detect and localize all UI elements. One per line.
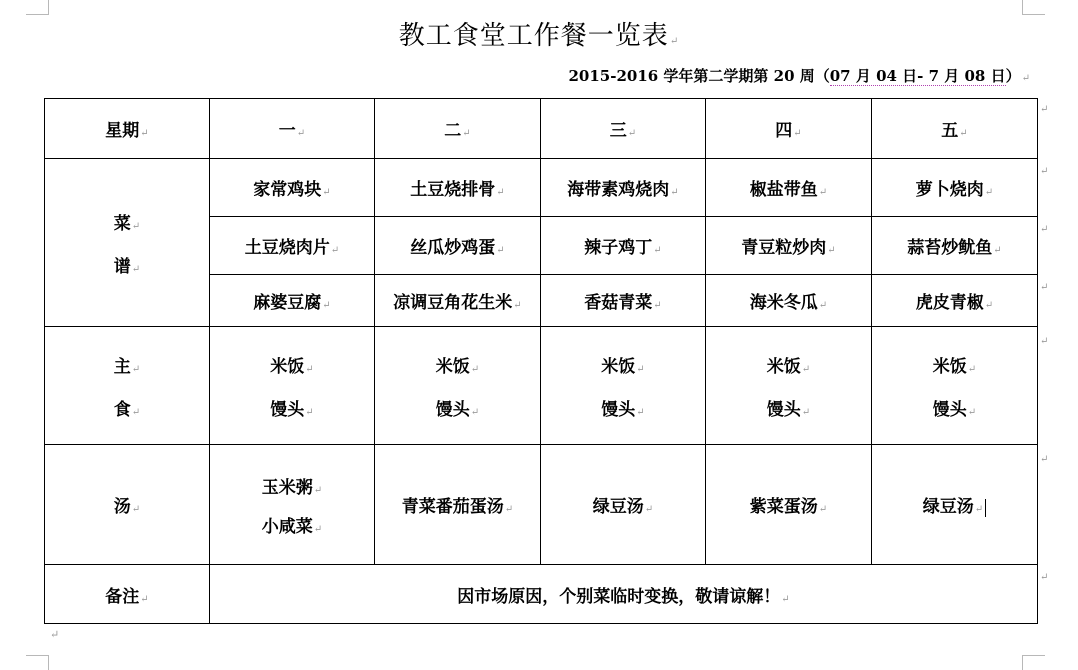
label-line (114, 209, 140, 234)
staple-cell[interactable] (706, 327, 872, 445)
paragraph-mark-icon: ↵ (653, 245, 662, 256)
note-row (45, 565, 1038, 624)
paragraph-mark-icon: ↵ (636, 406, 645, 418)
cell-text: 家常鸡块 (253, 180, 322, 200)
cell-line (923, 492, 986, 517)
paragraph-mark-icon: ↵ (131, 220, 141, 232)
soup-cell[interactable] (872, 445, 1038, 565)
cell-line (444, 116, 470, 141)
cell-text: 米饭 (601, 356, 636, 377)
dish-cell-lines (541, 288, 705, 313)
paragraph-mark-icon: ↵ (818, 504, 828, 515)
cell-line (114, 492, 140, 517)
cell-line (933, 395, 976, 420)
paragraph-mark-icon: ↵ (801, 406, 811, 418)
dish-cell[interactable] (210, 159, 375, 217)
paragraph-mark-icon: ↵ (781, 593, 790, 605)
cell-text: 五 (941, 121, 959, 141)
cell-text: 四 (775, 121, 793, 141)
cell-line (410, 233, 504, 258)
paragraph-mark-icon: ↵ (470, 406, 480, 418)
label-line (114, 352, 140, 377)
dish-cell-lines (375, 175, 540, 200)
cell-line (750, 492, 827, 517)
soup-cell-lines (541, 492, 705, 517)
soup-cell[interactable] (210, 445, 375, 565)
row-end-mark-icon: ↵ (1040, 454, 1049, 465)
dish-cell-lines (872, 233, 1037, 258)
soup-cell[interactable] (375, 445, 541, 565)
dish-cell-lines (375, 288, 540, 313)
text-cursor (985, 499, 986, 517)
dish-cell-lines (872, 175, 1037, 200)
header-label-cell-lines (45, 116, 209, 141)
cell-line (567, 175, 678, 200)
paragraph-mark-icon: ↵ (636, 363, 645, 375)
dish-cell-lines (210, 288, 374, 313)
dishes-label-cell[interactable] (45, 159, 210, 327)
header-day-cell[interactable] (375, 99, 541, 159)
dish-cell[interactable] (872, 275, 1038, 327)
cell-text: 菜 (113, 213, 131, 234)
dish-cell[interactable] (541, 159, 706, 217)
paragraph-mark-icon: ↵ (305, 363, 314, 375)
soup-row (45, 445, 1038, 565)
soup-cell-lines (706, 492, 871, 517)
cell-text: 土豆烧排骨 (410, 180, 496, 200)
soup-cell[interactable] (706, 445, 872, 565)
note-label-cell[interactable] (45, 565, 210, 624)
cell-text: 谱 (113, 256, 131, 277)
cell-text: 米饭 (435, 356, 470, 377)
cell-text: 玉米粥 (261, 477, 313, 498)
cell-text: 米饭 (932, 356, 967, 377)
paragraph-mark-icon: ↵ (131, 504, 141, 515)
cell-line (436, 352, 479, 377)
dish-cell[interactable] (375, 275, 541, 327)
cell-text: 椒盐带鱼 (749, 180, 818, 200)
paragraph-mark-icon: ↵ (793, 128, 802, 139)
cell-text: 凉调豆角花生米 (393, 293, 513, 313)
paragraph-mark-icon: ↵ (322, 300, 331, 311)
cell-text: 紫菜蛋汤 (749, 497, 818, 517)
cell-text: 辣子鸡丁 (584, 238, 653, 258)
dish-cell-lines (541, 175, 705, 200)
paragraph-mark-icon: ↵ (984, 187, 994, 198)
paragraph-mark-icon: ↵ (140, 593, 149, 605)
paragraph-mark-icon: ↵ (627, 128, 637, 139)
row-end-mark-icon: ↵ (1040, 104, 1049, 115)
dish-cell-lines (541, 233, 705, 258)
staple-cell[interactable] (375, 327, 541, 445)
margin-corner-bottom-left (26, 655, 49, 670)
cell-line (584, 233, 661, 258)
staple-cell[interactable] (541, 327, 706, 445)
cell-text: 三 (609, 121, 627, 141)
paragraph-mark-icon: ↵ (1021, 73, 1030, 84)
cell-line (262, 473, 322, 498)
row-end-mark-icon: ↵ (1040, 336, 1049, 347)
header-day-cell[interactable] (210, 99, 375, 159)
cell-text: 汤 (113, 497, 131, 517)
paragraph-mark-icon: ↵ (296, 128, 306, 139)
staple-cell-lines (541, 352, 705, 420)
note-text-cell[interactable] (210, 565, 1038, 624)
header-day-cell-lines (706, 116, 871, 141)
staple-label-cell-lines (45, 352, 209, 420)
paragraph-mark-icon: ↵ (818, 187, 828, 198)
cell-line (270, 352, 313, 377)
margin-corner-top-right (1022, 0, 1045, 15)
cell-text: 海米冬瓜 (749, 293, 818, 313)
paragraph-mark-icon: ↵ (818, 300, 828, 311)
cell-line (933, 352, 976, 377)
header-day-cell-lines (375, 116, 540, 141)
dish-cell[interactable] (706, 217, 872, 275)
soup-cell[interactable] (541, 445, 706, 565)
cell-line (750, 288, 827, 313)
header-day-cell-lines (872, 116, 1037, 141)
dish-cell[interactable] (375, 159, 541, 217)
dish-cell-lines (872, 288, 1037, 313)
label-line (114, 252, 140, 277)
header-row (45, 99, 1038, 159)
staple-cell-lines (706, 352, 871, 420)
cell-text: 馒头 (932, 399, 967, 420)
cell-line (105, 582, 148, 607)
cell-line (941, 116, 967, 141)
document-title[interactable]: 教工食堂工作餐一览表↵ (398, 21, 680, 51)
paragraph-mark-icon: ↵ (967, 363, 977, 375)
cell-text: 二 (444, 121, 462, 141)
cell-line (270, 395, 313, 420)
margin-corner-bottom-right (1022, 655, 1045, 670)
row-end-mark-icon: ↵ (1040, 224, 1049, 235)
cell-text: 蒜苔炒鱿鱼 (907, 238, 993, 258)
dish-cell-lines (706, 175, 871, 200)
document-subtitle[interactable] (568, 64, 1030, 88)
cell-line (775, 116, 801, 141)
paragraph-mark-icon: ↵ (974, 504, 984, 515)
note-label-cell-lines (45, 582, 209, 607)
cell-line (436, 395, 479, 420)
soup-label-cell-lines (45, 492, 209, 517)
cell-text: 青菜番茄蛋汤 (401, 497, 504, 517)
subtitle-dates: 07 月 04 日- 7 月 08 日 (829, 67, 1006, 85)
cell-text: 萝卜烧肉 (915, 180, 984, 200)
paragraph-mark-icon: ↵ (470, 363, 480, 375)
dish-cell[interactable] (706, 275, 872, 327)
paragraph-mark-icon: ↵ (959, 128, 968, 139)
paragraph-mark-icon: ↵ (967, 406, 977, 418)
margin-corner-top-left (26, 0, 49, 15)
dish-cell[interactable] (706, 159, 872, 217)
dish-cell-lines (210, 175, 374, 200)
cell-line (601, 352, 644, 377)
paragraph-mark-icon: ↵ (305, 406, 314, 418)
menu-table (44, 98, 1038, 624)
cell-line (916, 288, 993, 313)
cell-text: 绿豆汤 (922, 497, 974, 517)
dish-cell[interactable] (375, 217, 541, 275)
soup-cell-lines (872, 492, 1037, 517)
header-day-cell-lines (541, 116, 705, 141)
label-line (114, 395, 140, 420)
paragraph-mark-icon: ↵ (462, 128, 471, 139)
paragraph-mark-icon: ↵ (313, 484, 323, 496)
cell-text: 香菇青菜 (584, 293, 653, 313)
staple-cell-lines (872, 352, 1037, 420)
cell-text: 青豆粒炒肉 (741, 238, 827, 258)
paragraph-mark-icon: ↵ (313, 523, 323, 535)
cell-text: 一 (278, 121, 296, 141)
paragraph-mark-icon: ↵ (993, 245, 1002, 256)
dish-cell-lines (210, 233, 374, 258)
staple-cell-lines (375, 352, 540, 420)
row-end-mark-icon: ↵ (1040, 282, 1049, 293)
cell-text: 海带素鸡烧肉 (567, 180, 670, 200)
row-end-mark-icon: ↵ (1040, 572, 1049, 583)
cell-text: 米饭 (270, 356, 305, 377)
header-day-cell-lines (210, 116, 374, 141)
cell-text: 虎皮青椒 (915, 293, 984, 313)
cell-text: 土豆烧肉片 (244, 238, 330, 258)
cell-text: 馒头 (766, 399, 801, 420)
dish-cell[interactable] (210, 275, 375, 327)
subtitle-term: 2015-2016 学年第二学期第 20 周（ (568, 67, 830, 85)
cell-text: 麻婆豆腐 (253, 293, 322, 313)
row-end-mark-icon: ↵ (1040, 166, 1049, 177)
cell-line (767, 352, 810, 377)
paragraph-mark-icon: ↵ (131, 263, 141, 275)
paragraph-mark-icon: ↵ (131, 406, 141, 418)
cell-text: 米饭 (766, 356, 801, 377)
dish-cell[interactable] (872, 159, 1038, 217)
paragraph-mark-icon: ↵ (653, 300, 662, 311)
cell-line (279, 116, 305, 141)
subtitle-close: ） (1005, 67, 1021, 85)
cell-line (750, 175, 827, 200)
paragraph-mark-icon: ↵ (140, 128, 149, 139)
cell-text: 小咸菜 (261, 516, 313, 537)
paragraph-mark-icon: ↵ (131, 363, 141, 375)
dish-cell[interactable] (541, 217, 706, 275)
cell-line (584, 288, 661, 313)
cell-line (105, 116, 148, 141)
soup-cell-lines (210, 473, 374, 537)
staple-cell[interactable] (872, 327, 1038, 445)
paragraph-mark-icon: ↵ (670, 187, 679, 198)
cell-line (410, 175, 504, 200)
paragraph-mark-icon: ↵ (496, 187, 505, 198)
dish-cell[interactable] (872, 217, 1038, 275)
paragraph-mark-icon: ↵ (984, 300, 994, 311)
paragraph-mark-icon: ↵ (644, 504, 654, 515)
cell-text: 因市场原因，个别菜临时变换，敬请谅解！ (457, 586, 781, 607)
cell-line (916, 175, 993, 200)
paragraph-mark-icon: ↵ (513, 300, 522, 311)
paragraph-mark-icon: ↵ (669, 36, 680, 47)
staple-cell-lines (210, 352, 374, 420)
staple-label-cell[interactable] (45, 327, 210, 445)
cell-line (767, 395, 810, 420)
cell-line (457, 582, 789, 607)
cell-line (907, 233, 1001, 258)
soup-label-cell[interactable] (45, 445, 210, 565)
dish-cell[interactable] (541, 275, 706, 327)
end-paragraph-mark-icon: ↵ (50, 628, 60, 641)
cell-line (393, 288, 521, 313)
staple-row (45, 327, 1038, 445)
paragraph-mark-icon: ↵ (504, 504, 514, 515)
header-day-cell[interactable] (706, 99, 872, 159)
staple-cell[interactable] (210, 327, 375, 445)
cell-text: 星期 (105, 121, 140, 141)
cell-text: 主 (113, 356, 131, 377)
cell-line (402, 492, 513, 517)
header-label-cell[interactable] (45, 99, 210, 159)
dish-cell-lines (706, 288, 871, 313)
cell-line (245, 233, 339, 258)
header-day-cell[interactable] (872, 99, 1038, 159)
dish-row (45, 159, 1038, 217)
cell-text: 备注 (105, 586, 140, 607)
paragraph-mark-icon: ↵ (801, 363, 811, 375)
cell-line (262, 512, 322, 537)
dishes-label-cell-lines (45, 209, 209, 277)
cell-line (253, 175, 330, 200)
paragraph-mark-icon: ↵ (496, 245, 505, 256)
cell-line (593, 492, 653, 517)
cell-text: 馒头 (270, 399, 305, 420)
cell-text: 丝瓜炒鸡蛋 (410, 238, 496, 258)
paragraph-mark-icon: ↵ (827, 245, 836, 256)
cell-text: 馒头 (435, 399, 470, 420)
paragraph-mark-icon: ↵ (330, 245, 340, 256)
cell-line (253, 288, 330, 313)
cell-text: 馒头 (601, 399, 636, 420)
soup-cell-lines (375, 492, 540, 517)
cell-line (601, 395, 644, 420)
paragraph-mark-icon: ↵ (322, 187, 331, 198)
cell-text: 绿豆汤 (592, 497, 644, 517)
cell-line (610, 116, 636, 141)
cell-text: 食 (113, 399, 131, 420)
dish-cell-lines (706, 233, 871, 258)
header-day-cell[interactable] (541, 99, 706, 159)
dish-cell[interactable] (210, 217, 375, 275)
dish-cell-lines (375, 233, 540, 258)
cell-line (741, 233, 835, 258)
note-text-cell-lines (210, 582, 1037, 607)
